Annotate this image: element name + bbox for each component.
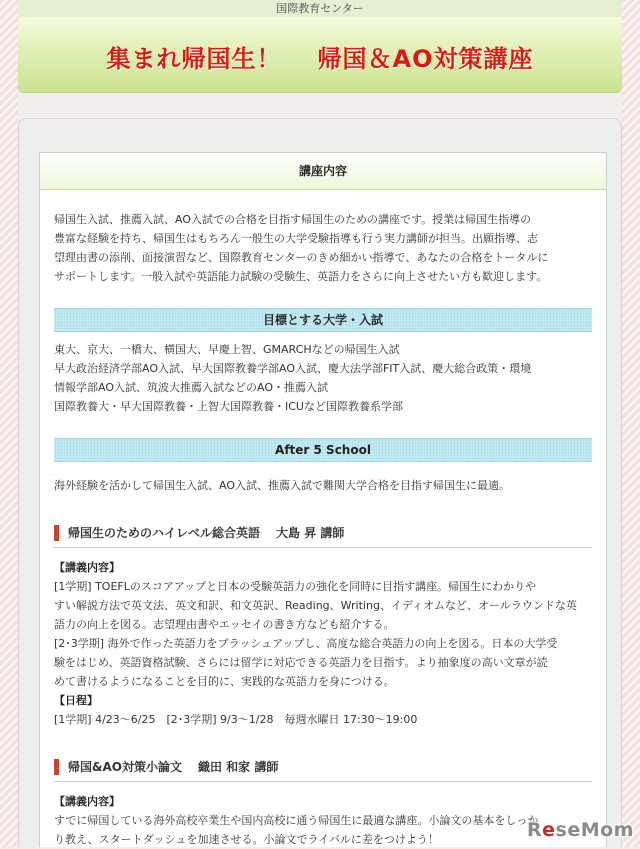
course-intro (54, 210, 592, 286)
class1-content-line: めて書けるようになることを目的に、実践的な英語力を身につける。 (54, 675, 395, 688)
class1-content-line: 語力の向上を図る。志望理由書やエッセイの書き方なども紹介する。 (54, 618, 395, 631)
class1-content-line: [1学期] TOEFLのスコアアップと日本の受験英語力の強化を同時に目指す講座。帰国生にわかりや (54, 580, 537, 593)
target-line: 東大、京大、一橋大、横国大、早慶上智、GMARCHなどの帰国生入試 (54, 343, 400, 356)
class2-details (54, 792, 592, 849)
class1-content-label: 【講義内容】 (54, 561, 120, 574)
class1-schedule-label: 【日程】 (54, 694, 98, 707)
after-school-heading: After 5 School (54, 438, 592, 462)
class1-details (54, 558, 592, 729)
org-name: 国際教育センター (18, 0, 622, 17)
class2-title: 帰国&AO対策小論文 (68, 760, 182, 774)
targets-list (54, 340, 592, 416)
course-heading: 講座内容 (40, 153, 606, 190)
class1-content-line: [2･3学期] 海外で作った英語力をブラッシュアップし、高度な総合英語力の向上を図る。日本の大学受 (54, 637, 558, 650)
target-line: 早大政治経済学部AO入試、早大国際教養学部AO入試、慶大法学部FIT入試、慶大総合政策・環境 (54, 362, 532, 375)
class2-content-label: 【講義内容】 (54, 795, 120, 808)
target-line: 国際教養大・早大国際教養・上智大国際教養・ICUなど国際教養系学部 (54, 400, 403, 413)
class1-teacher: 大島 昇 講師 (276, 526, 345, 540)
page-header (18, 0, 622, 93)
class1-heading (54, 521, 592, 548)
resemom-watermark: ReseMom (527, 819, 634, 841)
class1-schedule: [1学期] 4/23〜6/25 [2･3学期] 9/3〜1/28 毎週水曜日 17:30〜19:00 (54, 713, 418, 726)
class2-content-line: り教え、スタートダッシュを加速させる。小論文でライバルに差をつけよう！ (54, 833, 439, 846)
targets-heading: 目標とする大学・入試 (54, 308, 592, 332)
course-panel (39, 152, 607, 847)
intro-line: 望理由書の添削、面接演習など、国際教育センターのきめ細かい指導で、あなたの合格をトータルに (54, 251, 549, 264)
title-part2: 帰国＆AO対策講座 (317, 45, 534, 73)
intro-line: 帰国生入試、推薦入試、AO入試での合格を目指す帰国生のための講座です。授業は帰国生指導の (54, 213, 532, 226)
target-line: 情報学部AO入試、筑波大推薦入試などのAO・推薦入試 (54, 381, 328, 394)
page-title (18, 44, 622, 74)
class2-heading (54, 755, 592, 782)
intro-line: 豊富な経験を持ち、帰国生はもちろん一般生の大学受験指導も行う実力講師が担当。出願指導、志 (54, 232, 538, 245)
class2-teacher: 織田 和家 講師 (197, 760, 279, 774)
intro-line: サポートします。一般入試や英語能力試験の受験生、英語力をさらに向上させたい方も歓迎します。 (54, 270, 548, 283)
left-border-pattern (0, 0, 18, 847)
title-part1: 集まれ帰国生！ (106, 45, 282, 73)
class1-content-line: 験をはじめ、英語資格試験、さらには留学に対応できる英語力を目指す。より抽象度の高い文章が読 (54, 656, 548, 669)
class1-title: 帰国生のためのハイレベル総合英語 (68, 526, 261, 540)
class1-content-line: すい解説方法で英文法、英文和訳、和文英訳、Reading、Writing、イディオムなど、オールラウンドな英 (54, 599, 577, 612)
after-school-text: 海外経験を活かして帰国生入試、AO入試、推薦入試で難関大学合格を目指す帰国生に最適。 (54, 479, 510, 492)
class2-content-line: すでに帰国している海外高校卒業生や国内高校に通う帰国生に最適な講座。小論文の基本をしっか (54, 814, 539, 827)
right-border-pattern (622, 0, 640, 847)
